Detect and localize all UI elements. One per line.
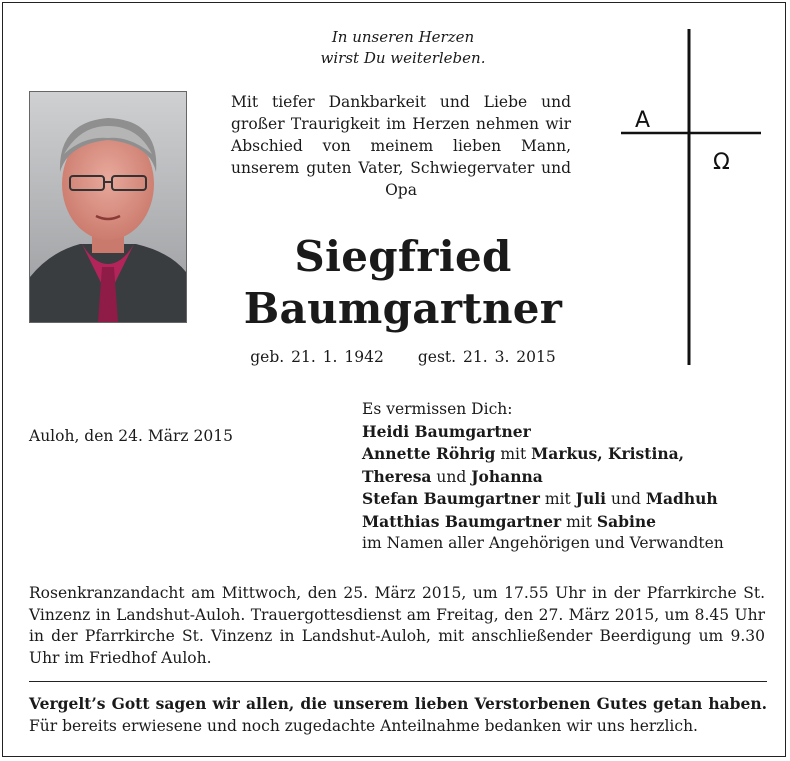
omega-icon: Ω [713, 150, 730, 175]
mourner-connector: mit [539, 490, 576, 508]
motto-line-1: In unseren Herzen [331, 28, 475, 46]
mourner-name: Stefan Baumgartner [362, 489, 540, 508]
portrait-photo-drawing [30, 92, 186, 322]
mourner-name: Heidi Baumgartner [362, 421, 531, 441]
mourner-line [362, 488, 767, 511]
mourner-line [362, 511, 767, 534]
mourner-name: Theresa [362, 466, 432, 486]
life-dates [203, 348, 603, 366]
mourner-lines [362, 421, 767, 555]
deceased-name [203, 231, 603, 335]
mourner-name: Matthias Baumgartner [362, 511, 562, 531]
mourner-name: Sabine [596, 511, 657, 531]
cross-drawing [613, 27, 763, 367]
divider [29, 681, 767, 682]
first-name: Siegfried [294, 232, 512, 281]
mourner-name: Johanna [471, 466, 543, 486]
thanks-line-1: Vergelt’s Gott sagen wir allen, die unserem lieben Verstorbenen Gutes getan haben. [29, 694, 767, 713]
obituary-notice [2, 2, 786, 757]
thanks-line-2: Für bereits erwiesene und noch zugedachte Anteilnahme bedanken wir uns herzlich. [29, 717, 698, 735]
thanks-block [29, 693, 767, 737]
place-date: Auloh, den 24. März 2015 [29, 427, 233, 445]
mourners-heading: Es vermissen Dich: [362, 400, 513, 418]
mourner-connector: mit [561, 512, 597, 531]
mourner-line [362, 421, 767, 444]
motto-line-2: wirst Du weiterleben. [320, 49, 486, 67]
mourner-connector: im Namen aller Angehörigen und Verwandten [362, 534, 724, 552]
mourner-line [362, 466, 767, 489]
mourner-name: Madhuh [645, 489, 718, 508]
portrait-photo [29, 91, 187, 323]
mourner-connector: und [431, 467, 472, 486]
mourner-connector: und [606, 490, 646, 508]
service-details: Rosenkranzandacht am Mittwoch, den 25. März 2015, um 17.55 Uhr in der Pfarrkirche St. Vinzenz in Landshut-Auloh. Trauergottesdienst am Freitag, den 27. März 2015, um 8.45 Uhr in der Pfarrkirche St. Vinzenz in Landshut-Auloh, mit anschließender Beerdigung um 9.30 Uhr im Friedhof Auloh. [29, 584, 765, 667]
birth-date: geb. 21. 1. 1942 [250, 348, 384, 366]
mourner-name: Juli [575, 489, 607, 508]
alpha-icon: A [635, 108, 651, 133]
mourner-line [362, 443, 767, 466]
motto [223, 27, 583, 69]
mourners-list [362, 399, 767, 555]
mourner-name: Annette Röhrig [362, 444, 496, 463]
death-date: gest. 21. 3. 2015 [417, 348, 556, 366]
cross-icon [613, 27, 763, 367]
last-name: Baumgartner [243, 284, 563, 333]
mourner-line [362, 533, 767, 555]
intro-text: Mit tiefer Dankbarkeit und Liebe und großer Traurigkeit im Herzen nehmen wir Abschied von meinem lieben Mann, unserem guten Vater, Schwiegervater und Opa [231, 93, 571, 199]
mourner-connector: mit [495, 445, 532, 463]
mourner-name: Markus, Kristina, [531, 444, 685, 463]
